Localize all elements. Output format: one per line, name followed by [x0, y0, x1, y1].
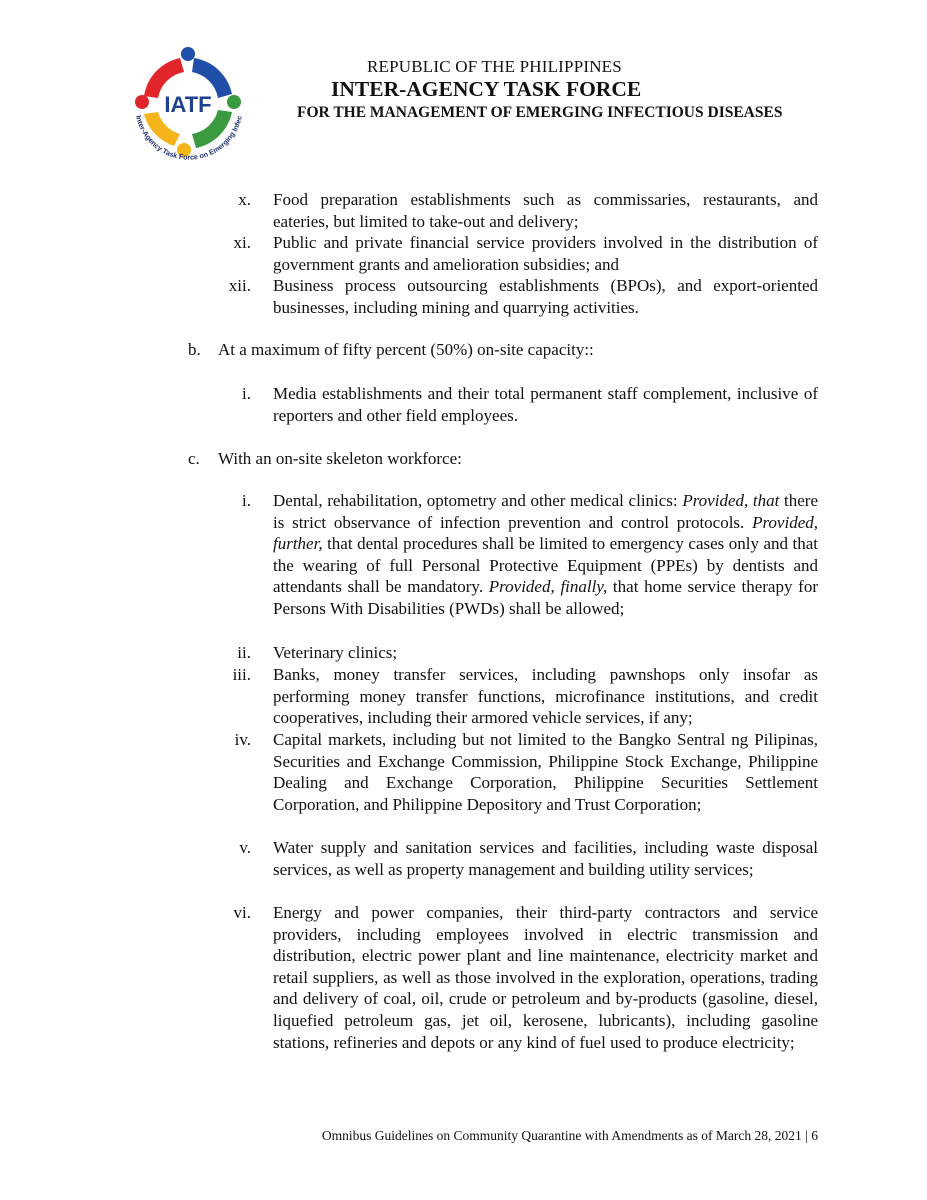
iatf-logo-graphic: [122, 38, 256, 172]
proviso-text: Provided, that: [682, 491, 780, 510]
list-item-number: iv.: [234, 730, 251, 749]
logo-ring-text: Inter-Agency Task Force on Emerging Infec: [134, 114, 244, 162]
list-item-text: Food preparation establishments such as commissaries, restaurants, and eateries, but limited to take-out and delivery;: [273, 190, 818, 231]
list-item: [234, 729, 818, 815]
list-item: [238, 189, 818, 232]
list-item-text: Capital markets, including but not limited to the Bangko Sentral ng Pilipinas, Securities and Exchange Commission, Philippine Stock Exchange, Philippine Dealing and Exchange Corporation, Philippine Securities Settlement Corporation, and Philippine Depository and Trust Corporation;: [273, 730, 818, 814]
section-number: b.: [188, 340, 201, 359]
header-republic: REPUBLIC OF THE PHILIPPINES: [367, 57, 622, 76]
section-heading-b: [188, 339, 828, 361]
section-heading-c: [188, 448, 828, 470]
list-item: [232, 664, 818, 729]
list-item-text: Water supply and sanitation services and facilities, including waste disposal services, as well as property management and building utility services;: [273, 838, 818, 879]
list-item: [233, 232, 818, 275]
list-item-text: Banks, money transfer services, including pawnshops only insofar as performing money transfer functions, microfinance institutions, and credit cooperatives, including their armored vehicle services, if any;: [273, 665, 818, 728]
section-title: With an on-site skeleton workforce:: [218, 449, 462, 468]
list-item-number: x.: [238, 190, 251, 209]
list-item-text: Energy and power companies, their third-party contractors and service providers, including employees involved in electric transmission and distribution, electric power plant and line maintenance, electricity market and retail suppliers, as well as those involved in the exploration, operations, trading and delivery of coal, oil, crude or petroleum and by-products (gasoline, diesel, liquefied petroleum gas, jet oil, kerosene, lubricants), including gasoline stations, refineries and depots or any kind of fuel used to produce electricity;: [273, 903, 818, 1052]
page-footer: Omnibus Guidelines on Community Quarantine with Amendments as of March 28, 2021 | 6: [321, 1128, 818, 1143]
section-title: At a maximum of fifty percent (50%) on-site capacity::: [218, 340, 594, 359]
list-item-number: xi.: [233, 233, 251, 252]
list-item: [239, 837, 818, 880]
list-item-number: i.: [242, 491, 251, 510]
list-item: [237, 642, 818, 664]
list-item-number: i.: [242, 384, 251, 403]
list-item-number: xii.: [228, 276, 251, 295]
list-item-text: Dental, rehabilitation, optometry and other medical clinics: Provided, that there is strict observance of infection prevention and control protocols. Provided, further, that dental procedures shall be limited to emergency cases only and that the wearing of full Personal Protective Equipment (PPEs) by dentists and attendants shall be mandatory. Provided, finally, that home service therapy for Persons With Disabilities (PWDs) shall be allowed;: [273, 491, 818, 618]
list-item-number: ii.: [237, 643, 251, 662]
list-item-number: iii.: [232, 665, 251, 684]
header-subtitle: FOR THE MANAGEMENT OF EMERGING INFECTIOUS DISEASES: [297, 104, 783, 121]
list-item-number: v.: [239, 838, 251, 857]
section-number: c.: [188, 449, 200, 468]
list-item: [242, 383, 818, 426]
list-item: [242, 490, 818, 620]
list-item-text: Media establishments and their total permanent staff complement, inclusive of reporters and other field employees.: [273, 384, 818, 425]
list-item: [233, 902, 818, 1053]
list-item: [228, 275, 818, 318]
iatf-logo: [122, 38, 256, 172]
list-item-text: Business process outsourcing establishments (BPOs), and export-oriented businesses, including mining and quarrying activities.: [273, 276, 818, 317]
list-item-text: Veterinary clinics;: [273, 643, 398, 662]
list-item-text: Public and private financial service providers involved in the distribution of government grants and amelioration subsidies; and: [273, 233, 818, 274]
proviso-text: Provided, further,: [273, 512, 818, 554]
header-agency-title: INTER-AGENCY TASK FORCE: [331, 77, 642, 101]
proviso-text: Provided, finally,: [488, 577, 608, 597]
logo-text: IATF: [164, 92, 212, 117]
list-item-number: vi.: [233, 903, 251, 922]
